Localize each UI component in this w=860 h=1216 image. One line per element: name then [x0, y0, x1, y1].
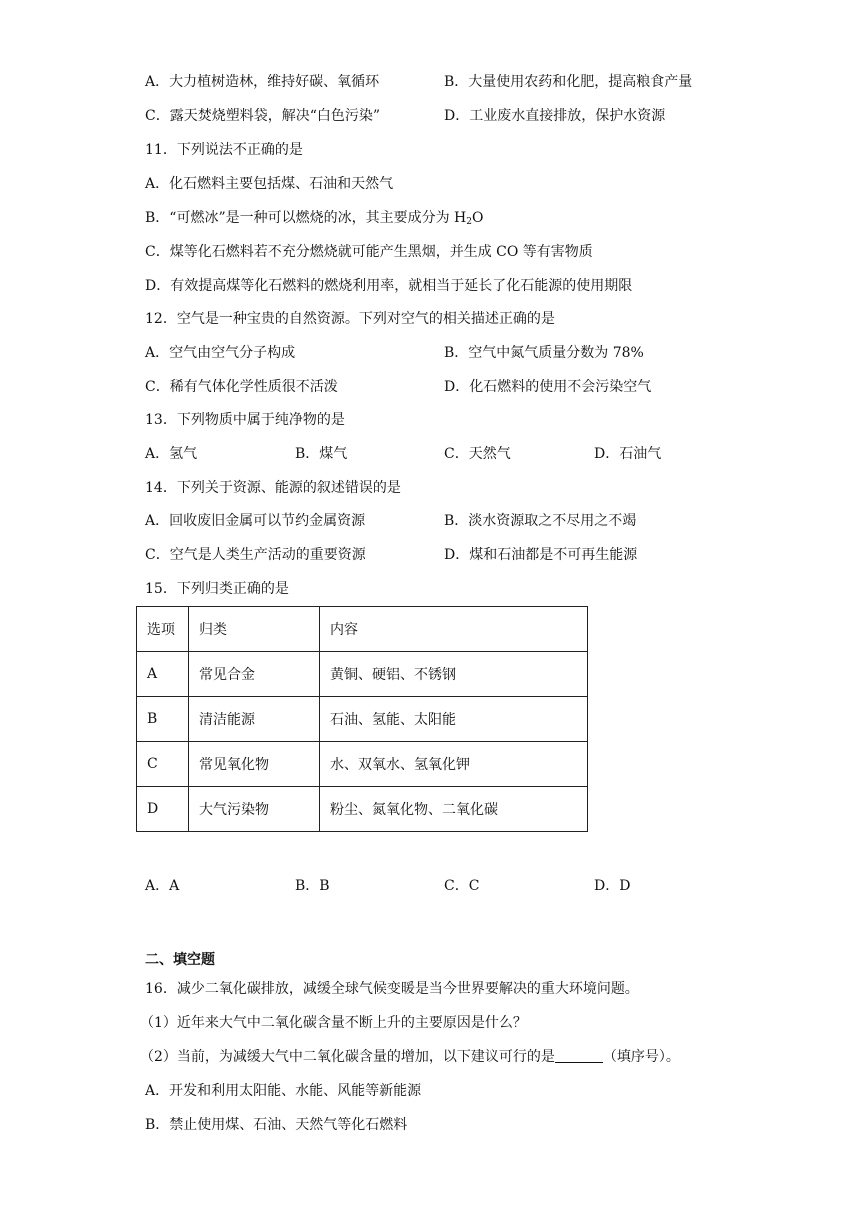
q13-option-a: A．氢气: [145, 446, 198, 462]
q14-option-a: A．回收废旧金属可以节约金属资源: [145, 513, 366, 529]
q16-option-b: B．禁止使用煤、石油、天然气等化石燃料: [145, 1117, 408, 1133]
table-cell: C: [137, 742, 189, 787]
table-cell: B: [137, 697, 189, 742]
q15-option-b: B．B: [295, 878, 330, 894]
table-cell: A: [137, 652, 189, 697]
q15-option-c: C．C: [444, 878, 480, 894]
table-cell: 水、双氧水、氢氧化钾: [320, 742, 588, 787]
q15-option-a: A．A: [145, 878, 180, 894]
table-header-cell: 选项: [137, 607, 189, 652]
q11-option-a: A．化石燃料主要包括煤、石油和天然气: [145, 176, 394, 192]
table-cell: 常见合金: [189, 652, 320, 697]
q13-option-d: D．石油气: [594, 446, 662, 462]
q16-sub2-text: （2）当前，为减缓大气中二氧化碳含量的增加，以下建议可行的是: [140, 1049, 555, 1065]
table-cell: 大气污染物: [189, 787, 320, 832]
table-row: [137, 697, 588, 742]
q12-stem: 12．空气是一种宝贵的自然资源。下列对空气的相关描述正确的是: [145, 311, 555, 327]
table-cell: 粉尘、氮氧化物、二氧化碳: [320, 787, 588, 832]
q12-option-a: A．空气由空气分子构成: [145, 345, 296, 361]
q14-option-c: C．空气是人类生产活动的重要资源: [145, 547, 366, 563]
q13-option-b: B．煤气: [295, 446, 348, 462]
q11-option-b-subscript: 2: [466, 217, 472, 227]
classification-table: [136, 606, 588, 832]
q11-option-b: [145, 208, 483, 232]
q14-stem: 14．下列关于资源、能源的叙述错误的是: [145, 480, 401, 496]
section-heading: 二、填空题: [145, 952, 215, 968]
q14-option-b: B．淡水资源取之不尽用之不竭: [444, 513, 637, 529]
answer-blank[interactable]: [555, 1048, 603, 1063]
q12-option-c: C．稀有气体化学性质很不活泼: [145, 379, 338, 395]
q11-option-d: D．有效提高煤等化石燃料的燃烧利用率，就相当于延长了化石能源的使用期限: [145, 278, 633, 294]
q15-stem: 15．下列归类正确的是: [145, 581, 289, 597]
table-row: [137, 787, 588, 832]
q16-sub1: （1）近年来大气中二氧化碳含量不断上升的主要原因是什么？: [140, 1015, 527, 1031]
q16-sub2: [140, 1047, 680, 1067]
table-cell: 常见氧化物: [189, 742, 320, 787]
q16-stem: 16．减少二氧化碳排放，减缓全球气候变暖是当今世界要解决的重大环境问题。: [145, 981, 639, 997]
q13-option-c: C．天然气: [444, 446, 511, 462]
table-cell: 清洁能源: [189, 697, 320, 742]
table-header-row: [137, 607, 588, 652]
q12-option-d: D．化石燃料的使用不会污染空气: [444, 379, 652, 395]
q15-option-d: D．D: [594, 878, 631, 894]
table-header-cell: 内容: [320, 607, 588, 652]
table-row: [137, 652, 588, 697]
q14-option-d: D．煤和石油都是不可再生能源: [444, 547, 638, 563]
table-cell: 石油、氢能、太阳能: [320, 697, 588, 742]
q10-option-b: B．大量使用农药和化肥，提高粮食产量: [444, 74, 693, 90]
q10-option-c: C．露天焚烧塑料袋，解决“白色污染”: [145, 108, 381, 124]
table-row: [137, 742, 588, 787]
q16-option-a: A．开发和利用太阳能、水能、风能等新能源: [145, 1083, 422, 1099]
table-header-cell: 归类: [189, 607, 320, 652]
q11-stem: 11．下列说法不正确的是: [145, 142, 303, 158]
q10-option-d: D．工业废水直接排放，保护水资源: [444, 108, 666, 124]
q12-option-b: B．空气中氮气质量分数为 78%: [444, 345, 644, 361]
q16-sub2-tail: （填序号）。: [602, 1049, 680, 1065]
q11-option-b-text: B．“可燃冰”是一种可以燃烧的冰，其主要成分为 H: [145, 210, 467, 226]
q10-option-a: A．大力植树造林，维持好碳、氧循环: [145, 74, 380, 90]
table-cell: D: [137, 787, 189, 832]
q13-stem: 13．下列物质中属于纯净物的是: [145, 412, 345, 428]
q11-option-b-tail: O: [472, 210, 484, 226]
q11-option-c: C．煤等化石燃料若不充分燃烧就可能产生黑烟，并生成 CO 等有害物质: [145, 244, 593, 260]
table-cell: 黄铜、硬铝、不锈钢: [320, 652, 588, 697]
